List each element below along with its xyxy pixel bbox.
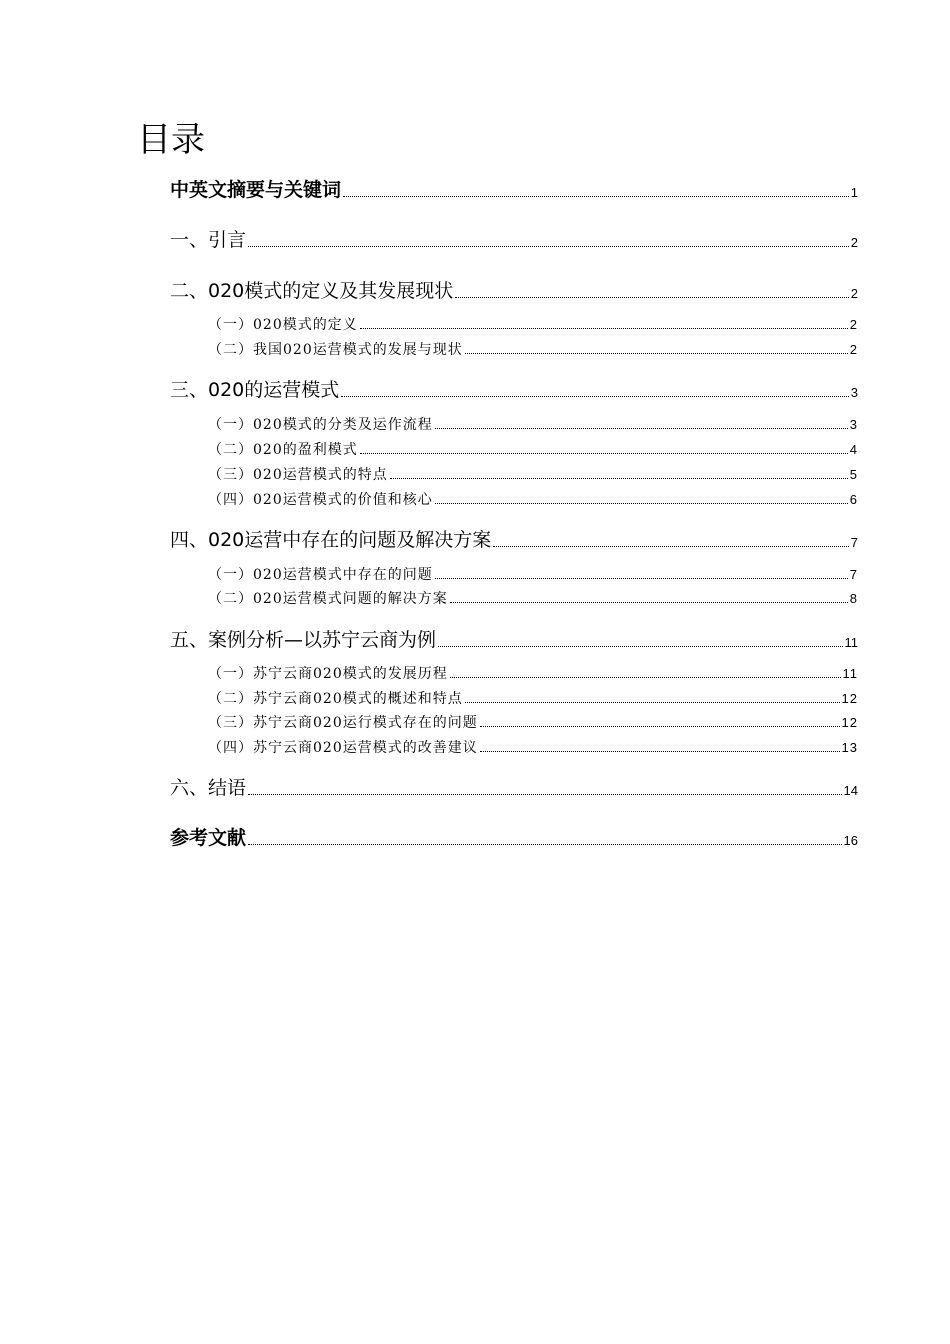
- toc-entry-chapter-4[interactable]: [170, 528, 858, 552]
- toc-page-number: 12: [841, 691, 858, 706]
- toc-dot-leader: [248, 843, 842, 845]
- toc-entry-label: 中英文摘要与关键词: [170, 179, 342, 201]
- toc-entry-4-1[interactable]: [208, 566, 858, 584]
- toc-entry-5-3[interactable]: [208, 714, 858, 732]
- toc-entry-chapter-5[interactable]: [170, 628, 858, 652]
- toc-dot-leader: [390, 477, 848, 479]
- toc-entry-label: （三）020运营模式的特点: [208, 467, 388, 483]
- toc-entry-3-1[interactable]: [208, 416, 858, 434]
- toc-dot-leader: [435, 577, 848, 579]
- toc-page-number: 7: [850, 535, 858, 550]
- toc-dot-leader: [480, 725, 840, 727]
- toc-entry-label: （二）我国020运营模式的发展与现状: [208, 342, 463, 358]
- toc-entry-label: 四、020运营中存在的问题及解决方案: [170, 529, 492, 551]
- toc-dot-leader: [248, 245, 849, 247]
- toc-entry-label: 五、案例分析—以苏宁云商为例: [170, 629, 437, 651]
- toc-page-number: 6: [849, 492, 858, 507]
- toc-page-number: 11: [842, 666, 858, 681]
- toc-entry-5-4[interactable]: [208, 739, 858, 757]
- toc-entry-label: 一、引言: [170, 229, 247, 251]
- toc-page-number: 12: [841, 715, 858, 730]
- toc-entry-label: （二）苏宁云商020模式的概述和特点: [208, 691, 463, 707]
- toc-dot-leader: [343, 195, 849, 197]
- toc-page-number: 2: [850, 235, 858, 250]
- toc-dot-leader: [435, 427, 848, 429]
- toc-entry-label: （一）苏宁云商020模式的发展历程: [208, 666, 448, 682]
- toc-page-number: 13: [841, 740, 858, 755]
- toc-dot-leader: [438, 645, 842, 647]
- toc-dot-leader: [480, 750, 840, 752]
- toc-dot-leader: [465, 701, 840, 703]
- toc-entry-label: （一）020模式的定义: [208, 317, 358, 333]
- toc-entry-label: （三）苏宁云商020运行模式存在的问题: [208, 715, 478, 731]
- toc-page-number: 5: [849, 467, 858, 482]
- toc-entry-label: （四）苏宁云商020运营模式的改善建议: [208, 740, 478, 756]
- toc-page-number: 16: [843, 833, 858, 848]
- toc-dot-leader: [248, 793, 842, 795]
- toc-entry-label: 二、020模式的定义及其发展现状: [170, 280, 454, 302]
- toc-dot-leader: [455, 296, 848, 298]
- toc-entry-5-1[interactable]: [208, 665, 858, 683]
- toc-page-number: 14: [843, 783, 858, 798]
- toc-entry-references[interactable]: [170, 826, 858, 850]
- toc-entry-chapter-3[interactable]: [170, 378, 858, 402]
- toc-entry-label: 三、020的运营模式: [170, 379, 340, 401]
- toc-dot-leader: [450, 601, 848, 603]
- toc-dot-leader: [465, 352, 848, 354]
- toc-entry-introduction[interactable]: [170, 228, 858, 252]
- toc-dot-leader: [360, 452, 848, 454]
- toc-entry-label: （一）020模式的分类及运作流程: [208, 417, 433, 433]
- toc-dot-leader: [341, 395, 849, 397]
- toc-entry-3-4[interactable]: [208, 491, 858, 509]
- toc-page-number: 2: [849, 317, 858, 332]
- toc-entry-conclusion[interactable]: [170, 776, 858, 800]
- toc-entry-label: 六、结语: [170, 777, 247, 799]
- toc-entry-2-1[interactable]: [208, 316, 858, 334]
- toc-entry-label: （四）020运营模式的价值和核心: [208, 492, 433, 508]
- toc-page-number: 1: [850, 185, 858, 200]
- toc-dot-leader: [493, 545, 848, 547]
- toc-page-number: 3: [849, 417, 858, 432]
- toc-entry-label: 参考文献: [170, 827, 247, 849]
- toc-page-number: 2: [850, 286, 858, 301]
- toc-entry-3-2[interactable]: [208, 441, 858, 459]
- toc-page-number: 7: [849, 567, 858, 582]
- toc-entry-abstract[interactable]: [170, 178, 858, 202]
- toc-entry-chapter-2[interactable]: [170, 279, 858, 303]
- toc-dot-leader: [435, 502, 848, 504]
- toc-dot-leader: [360, 327, 848, 329]
- toc-page-number: 2: [849, 342, 858, 357]
- toc-entry-2-2[interactable]: [208, 341, 858, 359]
- toc-page-number: 4: [849, 442, 858, 457]
- toc-page-number: 3: [850, 385, 858, 400]
- toc-entry-label: （一）020运营模式中存在的问题: [208, 567, 433, 583]
- toc-entry-3-3[interactable]: [208, 466, 858, 484]
- toc-entry-label: （二）020运营模式问题的解决方案: [208, 591, 448, 607]
- toc-entry-label: （二）020的盈利模式: [208, 442, 358, 458]
- toc-title: 目录: [137, 120, 205, 160]
- toc-page-number: 8: [849, 591, 858, 606]
- toc-entry-4-2[interactable]: [208, 590, 858, 608]
- toc-page-number: 11: [844, 635, 858, 650]
- toc-dot-leader: [450, 676, 841, 678]
- toc-entry-5-2[interactable]: [208, 690, 858, 708]
